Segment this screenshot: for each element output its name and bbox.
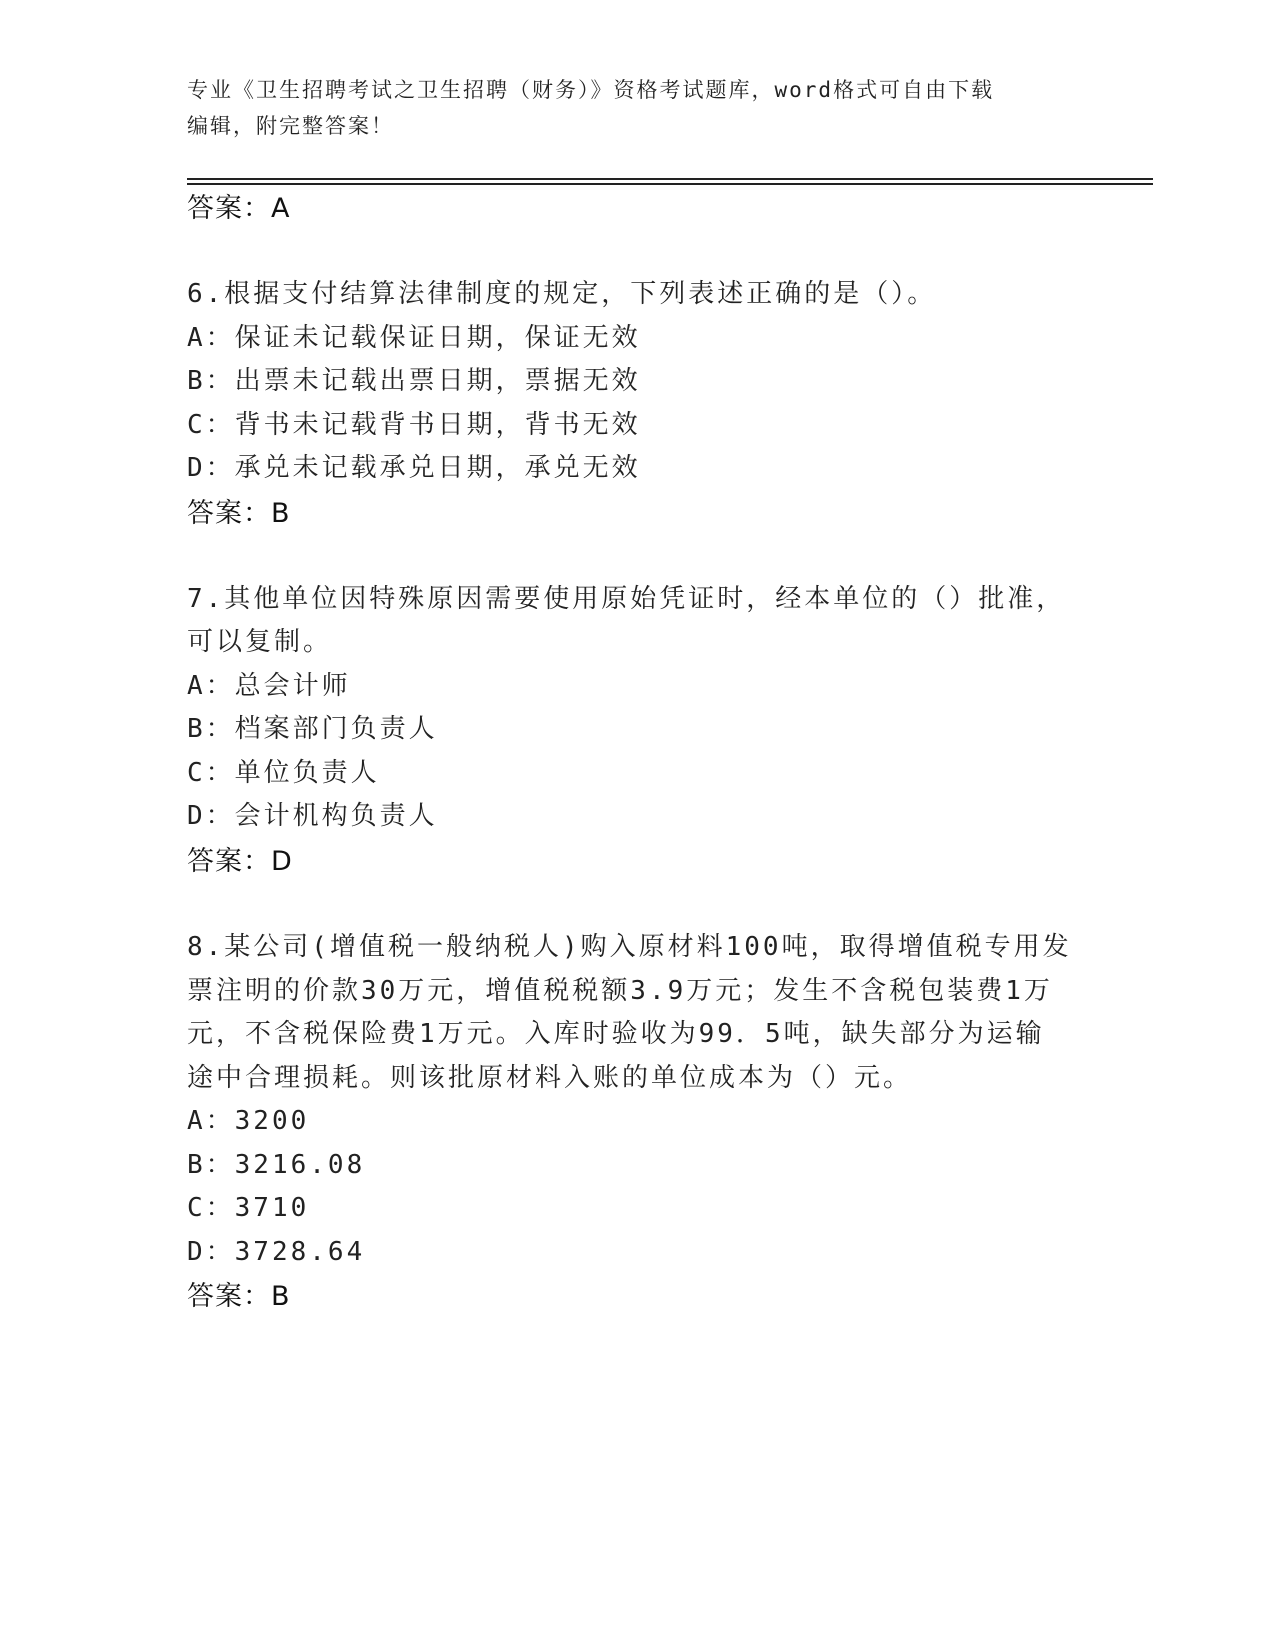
question-text: 6.根据支付结算法律制度的规定，下列表述正确的是（）。 [187, 279, 937, 309]
option-c: C：单位负责人 [187, 758, 380, 788]
answer-label: 答案：B [187, 498, 291, 529]
option-b: B：出票未记载出票日期，票据无效 [187, 366, 641, 396]
option-a: A：保证未记载保证日期，保证无效 [187, 323, 641, 353]
header-divider-bottom [187, 183, 1153, 185]
option-d: D：3728.64 [187, 1237, 366, 1267]
header-divider-top [187, 178, 1153, 180]
header-line-1: 专业《卫生招聘考试之卫生招聘（财务）》资格考试题库，word格式可自由下载 [187, 78, 995, 102]
option-b: B：档案部门负责人 [187, 714, 438, 744]
option-a: A：总会计师 [187, 671, 351, 701]
option-c: C：3710 [187, 1193, 310, 1223]
question-text: 7.其他单位因特殊原因需要使用原始凭证时，经本单位的（）批准， [187, 584, 1066, 614]
question-text: 元，不含税保险费1万元。入库时验收为99．5吨，缺失部分为运输 [187, 1019, 1045, 1049]
question-text: 8.某公司(增值税一般纳税人)购入原材料100吨，取得增值税专用发 [187, 932, 1072, 962]
document-header [187, 72, 1087, 144]
option-d: D：会计机构负责人 [187, 801, 438, 831]
option-d: D：承兑未记载承兑日期，承兑无效 [187, 453, 641, 483]
question-text: 可以复制。 [187, 627, 333, 657]
question-text: 途中合理损耗。则该批原材料入账的单位成本为（）元。 [187, 1063, 913, 1093]
option-a: A：3200 [187, 1106, 310, 1136]
question-text: 票注明的价款30万元，增值税税额3.9万元；发生不含税包装费1万 [187, 976, 1053, 1006]
header-line-2: 编辑，附完整答案！ [187, 114, 394, 138]
option-b: B：3216.08 [187, 1150, 366, 1180]
answer-label: 答案：A [187, 193, 291, 224]
option-c: C：背书未记载背书日期，背书无效 [187, 410, 641, 440]
answer-label: 答案：B [187, 1281, 291, 1312]
answer-label: 答案：D [187, 846, 293, 877]
